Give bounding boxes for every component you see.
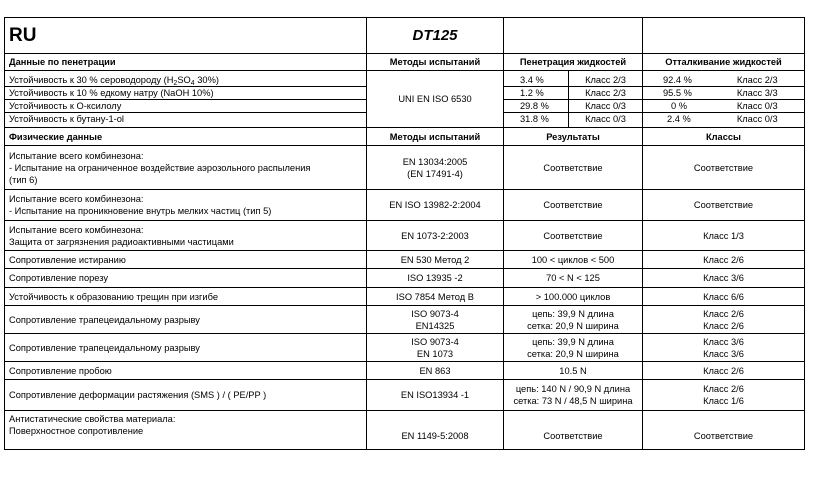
physical-header-row bbox=[5, 128, 805, 146]
physical-test-label bbox=[5, 362, 367, 380]
physical-result bbox=[504, 251, 643, 269]
physical-result bbox=[504, 190, 643, 221]
physical-result-line: Соответствие bbox=[543, 230, 603, 241]
model-name: DT125 bbox=[367, 18, 504, 54]
physical-test-label bbox=[5, 221, 367, 251]
physical-class-line: Класс 6/6 bbox=[703, 291, 744, 302]
repellency-header: Отталкивание жидкостей bbox=[643, 54, 805, 71]
physical-test-label-line: Сопротивление трапецеидальному разрыву bbox=[9, 342, 200, 353]
repellency-class: Класс 0/3 bbox=[711, 100, 805, 113]
physical-class-line: Класс 2/6 bbox=[703, 384, 744, 394]
physical-class bbox=[643, 334, 805, 362]
physical-class-line: Соответствие bbox=[693, 431, 754, 441]
physical-test-label-line: Сопротивление трапецеидальному разрыву bbox=[9, 314, 200, 325]
penetration-header: Пенетрация жидкостей bbox=[504, 54, 643, 71]
physical-test-label-line: Антистатические свойства материала: bbox=[9, 414, 176, 424]
header-row bbox=[5, 18, 805, 54]
physical-result bbox=[504, 221, 643, 251]
penetration-value: 1.2 % bbox=[504, 87, 569, 100]
physical-class-line: Класс 1/3 bbox=[703, 230, 744, 241]
table-row bbox=[5, 190, 805, 221]
table-row bbox=[5, 362, 805, 380]
physical-class-line: Класс 2/6 bbox=[703, 254, 744, 265]
physical-class-line: Класс 1/6 bbox=[703, 396, 744, 406]
table-row bbox=[5, 269, 805, 288]
header-blank-cell bbox=[643, 18, 805, 54]
repellency-value: 92.4 % bbox=[643, 71, 711, 87]
table-row bbox=[5, 146, 805, 190]
penetration-test-label: Устойчивость к 30 % сероводороду ($H_2SO_4$ 30%) bbox=[5, 71, 367, 87]
physical-method bbox=[367, 306, 504, 334]
physical-section-title: Физические данные bbox=[5, 128, 367, 146]
physical-test-label bbox=[5, 306, 367, 334]
physical-test-label-line: - Испытание на ограниченное воздействие аэрозольного распыления bbox=[9, 162, 311, 173]
methods-header: Методы испытаний bbox=[367, 128, 504, 146]
physical-class bbox=[643, 221, 805, 251]
physical-method-line: (EN 17491-4) bbox=[407, 168, 463, 179]
physical-class-line: Класс 3/6 bbox=[703, 348, 744, 359]
physical-method-line: EN 1073 bbox=[416, 348, 454, 359]
language-code: RU bbox=[5, 18, 367, 54]
physical-method bbox=[367, 362, 504, 380]
physical-test-label-line: Сопротивление деформации растяжения (SMS ) / ( PE/PP ) bbox=[9, 390, 267, 400]
table-row bbox=[5, 251, 805, 269]
penetration-test-label: Устойчивость к бутану-1-ol bbox=[5, 113, 367, 128]
physical-result bbox=[504, 334, 643, 362]
repellency-class: Класс 2/3 bbox=[711, 71, 805, 87]
physical-method bbox=[367, 221, 504, 251]
table-row bbox=[5, 411, 805, 450]
physical-class bbox=[643, 251, 805, 269]
physical-result-line: 100 < циклов < 500 bbox=[531, 254, 615, 265]
physical-method-line: EN 1149-5:2008 bbox=[401, 431, 469, 441]
physical-test-label-line: - Испытание на проникновение внутрь мелких частиц (тип 5) bbox=[9, 206, 272, 216]
physical-class bbox=[643, 146, 805, 190]
physical-method bbox=[367, 288, 504, 306]
physical-class-line: Класс 2/6 bbox=[703, 308, 744, 319]
penetration-section-title: Данные по пенетрации bbox=[5, 54, 367, 71]
physical-method-line: EN 1073-2:2003 bbox=[401, 230, 469, 241]
physical-test-label-line: Испытание всего комбинезона: bbox=[9, 194, 144, 204]
penetration-test-label: Устойчивость к O-ксилолу bbox=[5, 100, 367, 113]
physical-result-line: сетка: 73 N / 48,5 N ширина bbox=[513, 396, 633, 406]
physical-class-line: Соответствие bbox=[693, 162, 754, 173]
physical-result-line: > 100.000 циклов bbox=[535, 291, 611, 302]
penetration-value: 31.8 % bbox=[504, 113, 569, 128]
physical-result-line: 10.5 N bbox=[559, 365, 587, 376]
penetration-test-label: Устойчивость к 10 % едкому натру (NaOH 10%) bbox=[5, 87, 367, 100]
results-header: Результаты bbox=[504, 128, 643, 146]
physical-result bbox=[504, 380, 643, 411]
physical-method-line: EN ISO 13982-2:2004 bbox=[389, 200, 481, 210]
physical-test-label bbox=[5, 146, 367, 190]
physical-class-line: Соответствие bbox=[693, 200, 754, 210]
physical-test-label-line: Сопротивление пробою bbox=[9, 365, 112, 376]
physical-class bbox=[643, 306, 805, 334]
physical-method bbox=[367, 334, 504, 362]
physical-test-label bbox=[5, 288, 367, 306]
physical-method-line: EN ISO13934 -1 bbox=[400, 390, 470, 400]
physical-test-label-line: Испытание всего комбинезона: bbox=[9, 150, 144, 161]
physical-class bbox=[643, 288, 805, 306]
physical-class bbox=[643, 380, 805, 411]
physical-class-line: Класс 3/6 bbox=[703, 336, 744, 347]
physical-class bbox=[643, 190, 805, 221]
penetration-method: UNI EN ISO 6530 bbox=[367, 71, 504, 128]
table-row bbox=[5, 306, 805, 334]
physical-test-label bbox=[5, 251, 367, 269]
physical-result-line: 70 < N < 125 bbox=[546, 273, 600, 283]
physical-method-line: ISO 9073-4 bbox=[411, 308, 459, 319]
physical-class-line: Класс 3/6 bbox=[703, 273, 744, 283]
physical-method bbox=[367, 190, 504, 221]
repellency-value: 0 % bbox=[643, 100, 711, 113]
physical-test-label-line: Защита от загрязнения радиоактивными частицами bbox=[9, 236, 234, 247]
physical-result bbox=[504, 288, 643, 306]
physical-method-line: EN 863 bbox=[419, 365, 451, 376]
physical-result-line: цепь: 140 N / 90,9 N длина bbox=[515, 384, 631, 394]
physical-method-line: ISO 9073-4 bbox=[411, 336, 459, 347]
physical-test-label bbox=[5, 380, 367, 411]
physical-test-label bbox=[5, 411, 367, 450]
physical-result-line: сетка: 20,9 N ширина bbox=[527, 348, 619, 359]
physical-rows bbox=[5, 146, 805, 450]
physical-result bbox=[504, 146, 643, 190]
physical-test-label-line: Устойчивость к образованию трещин при изгибе bbox=[9, 291, 218, 302]
physical-method bbox=[367, 146, 504, 190]
physical-result bbox=[504, 411, 643, 450]
penetration-header-row bbox=[5, 54, 805, 71]
physical-result-line: цепь: 39,9 N длина bbox=[532, 308, 614, 319]
physical-test-label-line: Испытание всего комбинезона: bbox=[9, 224, 144, 235]
physical-result bbox=[504, 362, 643, 380]
physical-class bbox=[643, 411, 805, 450]
physical-method bbox=[367, 380, 504, 411]
physical-method bbox=[367, 269, 504, 288]
repellency-class: Класс 3/3 bbox=[711, 87, 805, 100]
table-row bbox=[5, 71, 805, 87]
physical-result-line: цепь: 39,9 N длина bbox=[532, 336, 614, 347]
repellency-value: 2.4 % bbox=[643, 113, 711, 128]
penetration-class: Класс 0/3 bbox=[569, 113, 643, 128]
physical-method bbox=[367, 251, 504, 269]
physical-method-line: EN14325 bbox=[415, 320, 455, 331]
penetration-class: Класс 2/3 bbox=[569, 71, 643, 87]
header-blank-cell bbox=[504, 18, 643, 54]
physical-result-line: Соответствие bbox=[543, 200, 603, 210]
classes-header: Классы bbox=[643, 128, 805, 146]
repellency-value: 95.5 % bbox=[643, 87, 711, 100]
table-row bbox=[5, 380, 805, 411]
physical-test-label-line: (тип 6) bbox=[9, 174, 38, 185]
physical-method-line: ISO 7854 Метод B bbox=[396, 291, 474, 302]
physical-test-label-line: Поверхностное сопротивление bbox=[9, 426, 144, 436]
spec-table bbox=[4, 17, 805, 450]
physical-class bbox=[643, 362, 805, 380]
penetration-value: 3.4 % bbox=[504, 71, 569, 87]
table-row bbox=[5, 288, 805, 306]
physical-result bbox=[504, 306, 643, 334]
physical-class bbox=[643, 269, 805, 288]
repellency-class: Класс 0/3 bbox=[711, 113, 805, 128]
physical-test-label bbox=[5, 334, 367, 362]
physical-class-line: Класс 2/6 bbox=[703, 320, 744, 331]
table-row bbox=[5, 221, 805, 251]
physical-result-line: Соответствие bbox=[543, 162, 603, 173]
physical-method-line: EN 530 Метод 2 bbox=[400, 254, 470, 265]
physical-method bbox=[367, 411, 504, 450]
physical-test-label bbox=[5, 269, 367, 288]
physical-test-label-line: Сопротивление истиранию bbox=[9, 254, 126, 265]
physical-test-label-line: Сопротивление порезу bbox=[9, 273, 109, 283]
physical-test-label bbox=[5, 190, 367, 221]
methods-header: Методы испытаний bbox=[367, 54, 504, 71]
penetration-class: Класс 2/3 bbox=[569, 87, 643, 100]
physical-result bbox=[504, 269, 643, 288]
physical-result-line: сетка: 20,9 N ширина bbox=[527, 320, 619, 331]
physical-method-line: EN 13034:2005 bbox=[402, 156, 468, 167]
penetration-class: Класс 0/3 bbox=[569, 100, 643, 113]
penetration-value: 29.8 % bbox=[504, 100, 569, 113]
table-row bbox=[5, 334, 805, 362]
physical-class-line: Класс 2/6 bbox=[703, 365, 744, 376]
physical-result-line: Соответствие bbox=[543, 431, 603, 441]
physical-method-line: ISO 13935 -2 bbox=[407, 273, 463, 283]
